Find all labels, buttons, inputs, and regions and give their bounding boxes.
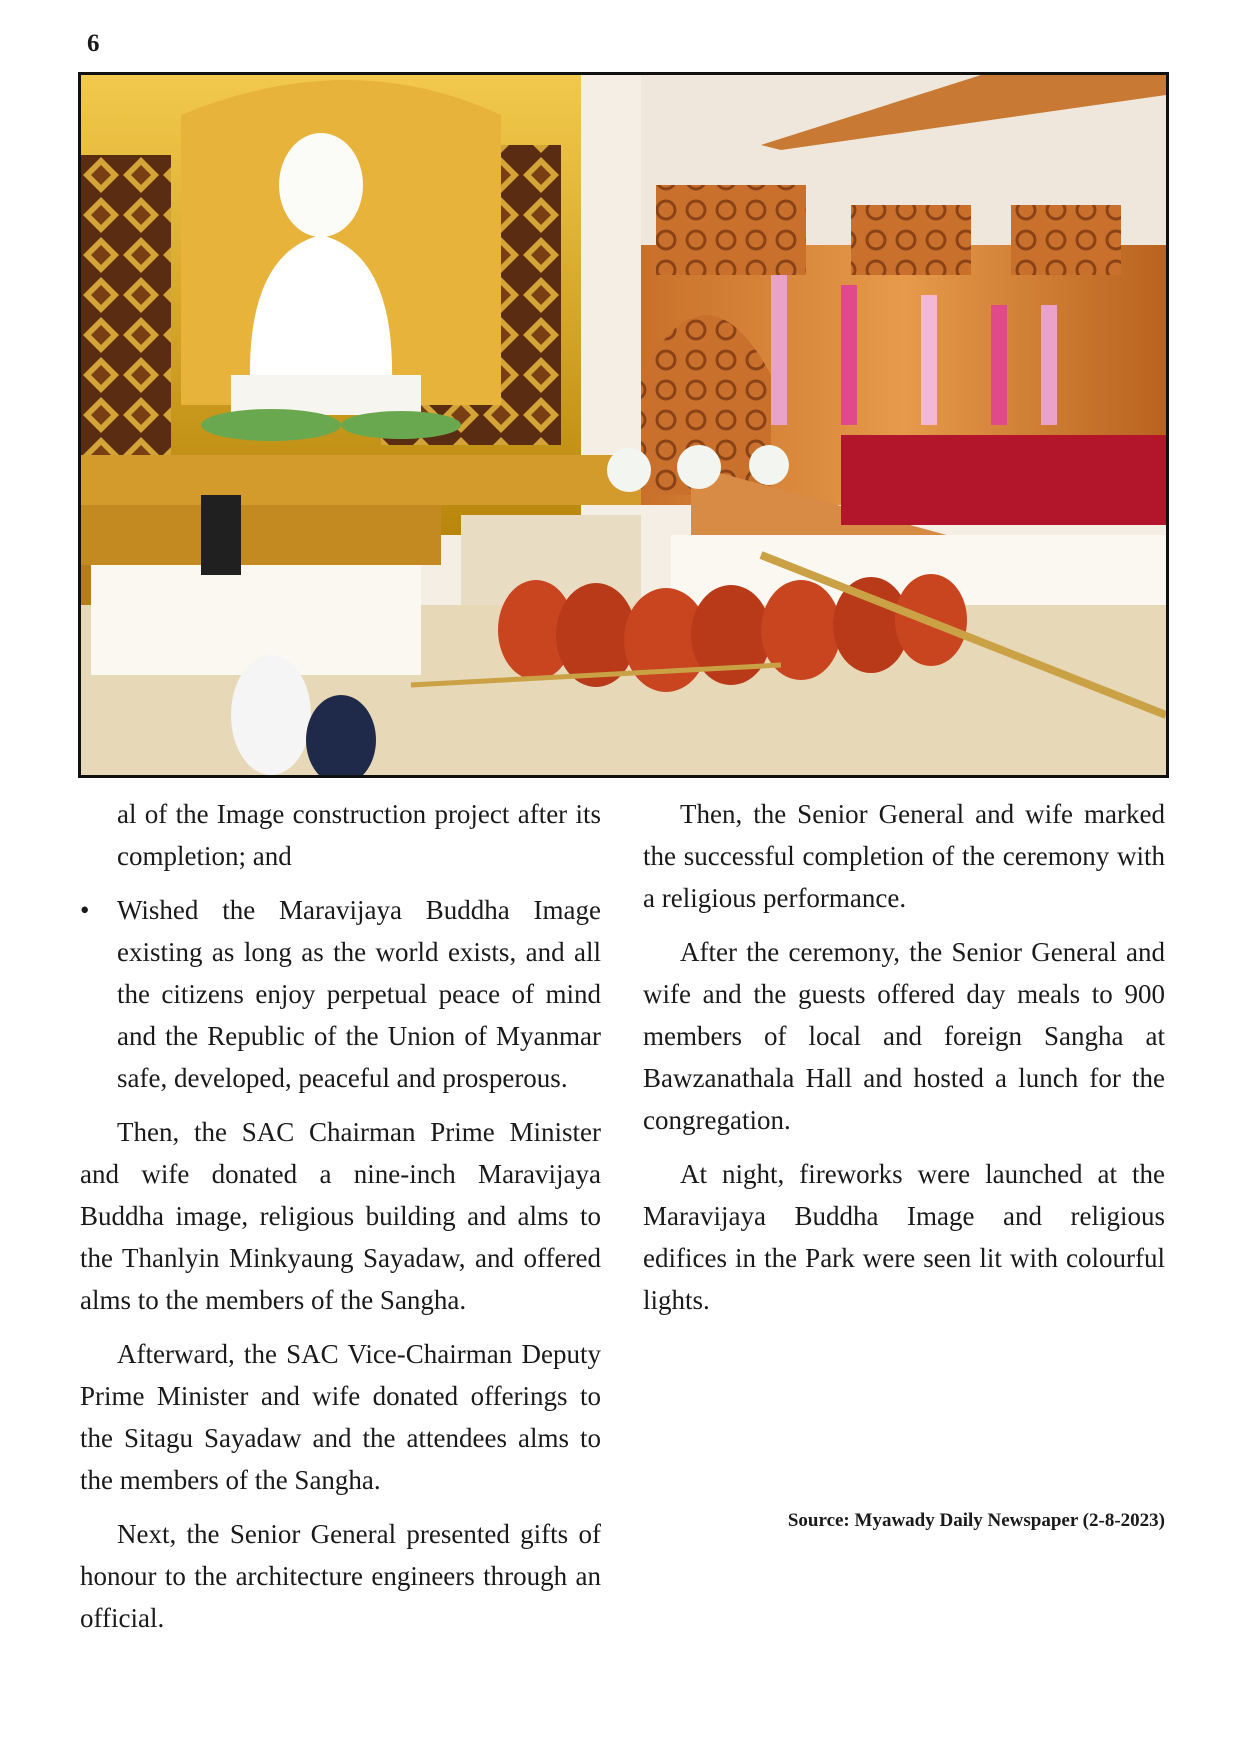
paragraph: At night, fireworks were launched at the Maravijaya Buddha Image and religious edifices in the Park were seen lit with colourful lights. xyxy=(643,1159,1165,1315)
bullet-text: Wished the Maravijaya Buddha Image existing as long as the world exists, and all the citizens enjoy perpetual peace of mind and the Republic of the Union of Myanmar safe, developed, peaceful and prosperous. xyxy=(117,895,601,1093)
paragraph: Then, the Senior General and wife marked the successful completion of the ceremony with a religious performance. xyxy=(643,799,1165,913)
left-column xyxy=(80,793,601,1639)
right-column xyxy=(643,793,1165,1321)
bullet-item xyxy=(80,889,601,1099)
ceremony-photo xyxy=(78,72,1169,778)
paragraph: Next, the Senior General presented gifts of honour to the architecture engineers through an official. xyxy=(80,1519,601,1633)
source-credit: Source: Myawady Daily Newspaper (2-8-2023) xyxy=(787,1510,1165,1531)
continued-list-item: al of the Image construction project after its completion; and xyxy=(117,799,601,871)
page-number: 6 xyxy=(87,30,100,57)
bullet-dot: • xyxy=(80,895,90,925)
paragraph: After the ceremony, the Senior General and wife and the guests offered day meals to 900 members of local and foreign Sangha at Bawzanathala Hall and hosted a lunch for the congregation. xyxy=(643,937,1165,1135)
paragraph: Then, the SAC Chairman Prime Minister and wife donated a nine-inch Maravijaya Buddha image, religious building and alms to the Thanlyin Minkyaung Sayadaw, and offered alms to the members of the Sangha. xyxy=(80,1117,601,1315)
paragraph: Afterward, the SAC Vice-Chairman Deputy Prime Minister and wife donated offerings to the Sitagu Sayadaw and the attendees alms to the members of the Sangha. xyxy=(80,1339,601,1495)
